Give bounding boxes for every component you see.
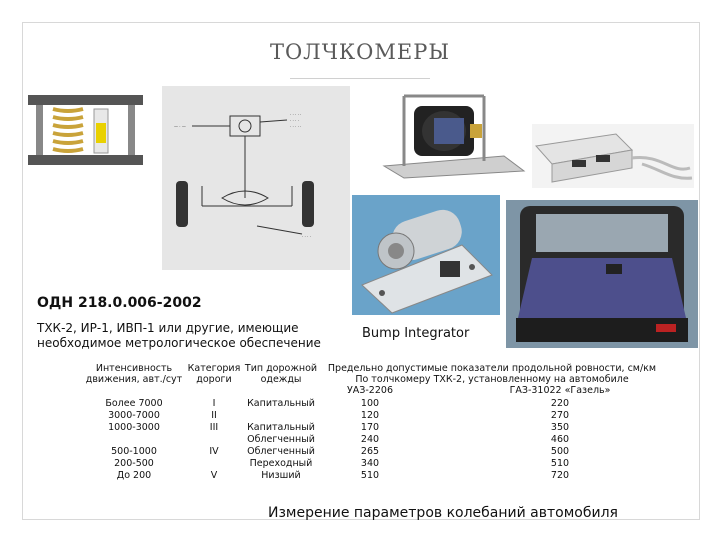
device-list [37,321,321,351]
table-cell: III [209,422,219,433]
column-car-2 [480,398,640,482]
table-cell: 3000-7000 [108,410,160,421]
header-surface: Тип дорожной одежды [244,363,318,385]
table-cell: Капитальный [247,422,315,433]
column-surface [244,398,318,482]
table-cell [186,434,242,446]
svg-text:· · · · ·: · · · · · [290,124,302,129]
svg-text:· · · ·: · · · · [302,234,311,239]
table-cell: 350 [550,422,570,433]
svg-text:· · · ·: · · · · [290,118,299,123]
header-intensity: Интенсивность движения, авт./сут [85,363,183,385]
header-limits: Предельно допустимые показатели продольной ровности, см/км По толчкомеру ТХК-2, установленному на автомобиле [327,363,657,385]
header-category: Категория дороги [187,363,241,385]
table-cell: Капитальный [247,398,315,409]
table-cell: 1000-3000 [108,422,160,433]
header-car-1: УАЗ-2206 [347,385,393,396]
table-cell: 720 [550,470,570,481]
table-cell: Переходный [249,458,313,469]
table-cell [84,434,184,446]
spring-illustration [28,87,143,172]
table-cell: 265 [360,446,380,457]
table-cell: 100 [360,398,380,409]
control-unit-photo [532,124,694,188]
table-cell: 120 [360,410,380,421]
standard-reference: ОДН 218.0.006-2002 [37,295,202,311]
table-cell: Облегченный [247,434,315,445]
table-cell: 500 [550,446,570,457]
table-cell: Более 7000 [105,398,163,409]
table-cell [186,458,242,470]
table-cell: 510 [550,458,570,469]
device-list-line-1: ТХК-2, ИР-1, ИВП-1 или другие, имеющие [37,321,299,335]
device-list-line-2: необходимое метрологическое обеспечение [37,336,321,350]
title-underline [290,78,430,79]
table-cell: 220 [550,398,570,409]
svg-text:· · · · ·: · · · · · [290,112,302,117]
table-cell [244,410,318,422]
image-caption: Bump Integrator [362,326,470,341]
slide-title: ТОЛЧКОМЕРЫ [269,40,451,64]
column-car-1 [340,398,400,482]
table-cell: 200-500 [114,458,154,469]
table-cell: IV [209,446,219,457]
bump-meter-schematic [162,86,350,270]
table-cell: 510 [360,470,380,481]
vehicle-trunk-photo [506,200,698,348]
column-intensity [84,398,184,482]
table-cell: Низший [261,470,301,481]
footer-caption: Измерение параметров колебаний автомобиля [268,505,618,521]
table-cell: 240 [360,434,380,445]
bump-integrator-photo [352,195,500,315]
bump-meter-device-photo [374,86,530,181]
table-cell: 460 [550,434,570,445]
table-cell: Облегченный [247,446,315,457]
table-cell: 500-1000 [111,446,157,457]
header-car-2: ГАЗ-31022 «Газель» [509,385,611,396]
table-cell: I [212,398,216,409]
table-cell: 170 [360,422,380,433]
column-category [186,398,242,482]
table-cell: II [211,410,217,421]
table-cell: V [210,470,218,481]
table-cell: 340 [360,458,380,469]
table-cell: 270 [550,410,570,421]
svg-text:— · —: — · — [174,124,186,129]
table-cell: До 200 [116,470,152,481]
